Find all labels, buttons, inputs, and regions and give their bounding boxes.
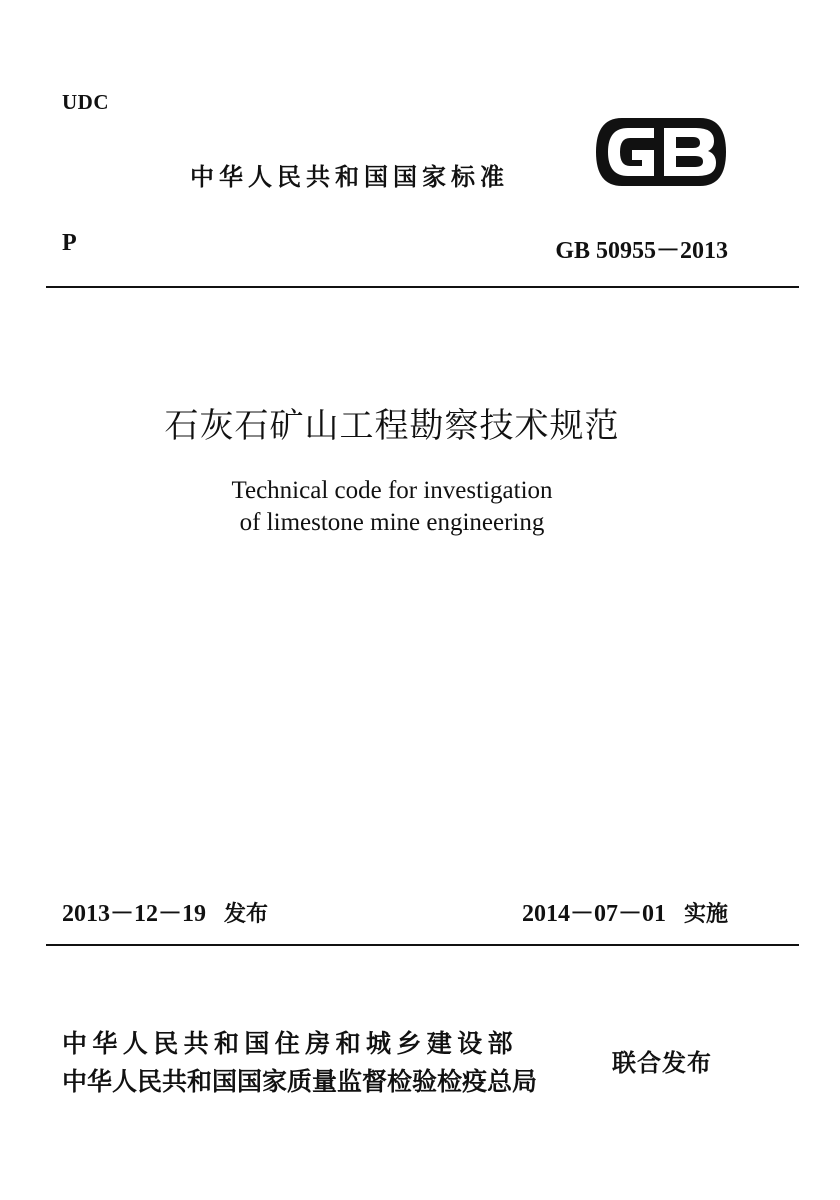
classification-code: P — [62, 230, 77, 256]
top-divider — [46, 286, 799, 288]
bottom-divider — [46, 944, 799, 946]
title-chinese: 石灰石矿山工程勘察技术规范 — [164, 406, 620, 446]
issuer-ministry-housing: 中华人民共和国住房和城乡建设部 — [62, 1029, 519, 1058]
udc-label: UDC — [62, 90, 109, 114]
standard-number: GB 50955－2013 — [555, 238, 728, 264]
issuer-quality-administration: 中华人民共和国国家质量监督检验检疫总局 — [62, 1067, 538, 1096]
effective-label: 实施 — [683, 902, 728, 927]
gb-logo-icon — [592, 114, 730, 190]
publish-date-line — [62, 893, 268, 928]
title-english-line1: Technical code for investigation — [231, 477, 553, 504]
effective-date: 2014－07－01 — [521, 901, 666, 927]
joint-issue-label: 联合发布 — [612, 1049, 712, 1077]
title-english-line2: of limestone mine engineering — [239, 509, 545, 536]
national-standard-heading: 中华人民共和国国家标准 — [190, 163, 509, 191]
publish-date: 2013－12－19 — [62, 901, 206, 927]
publish-label: 发布 — [224, 902, 269, 927]
effective-date-line — [522, 893, 728, 928]
